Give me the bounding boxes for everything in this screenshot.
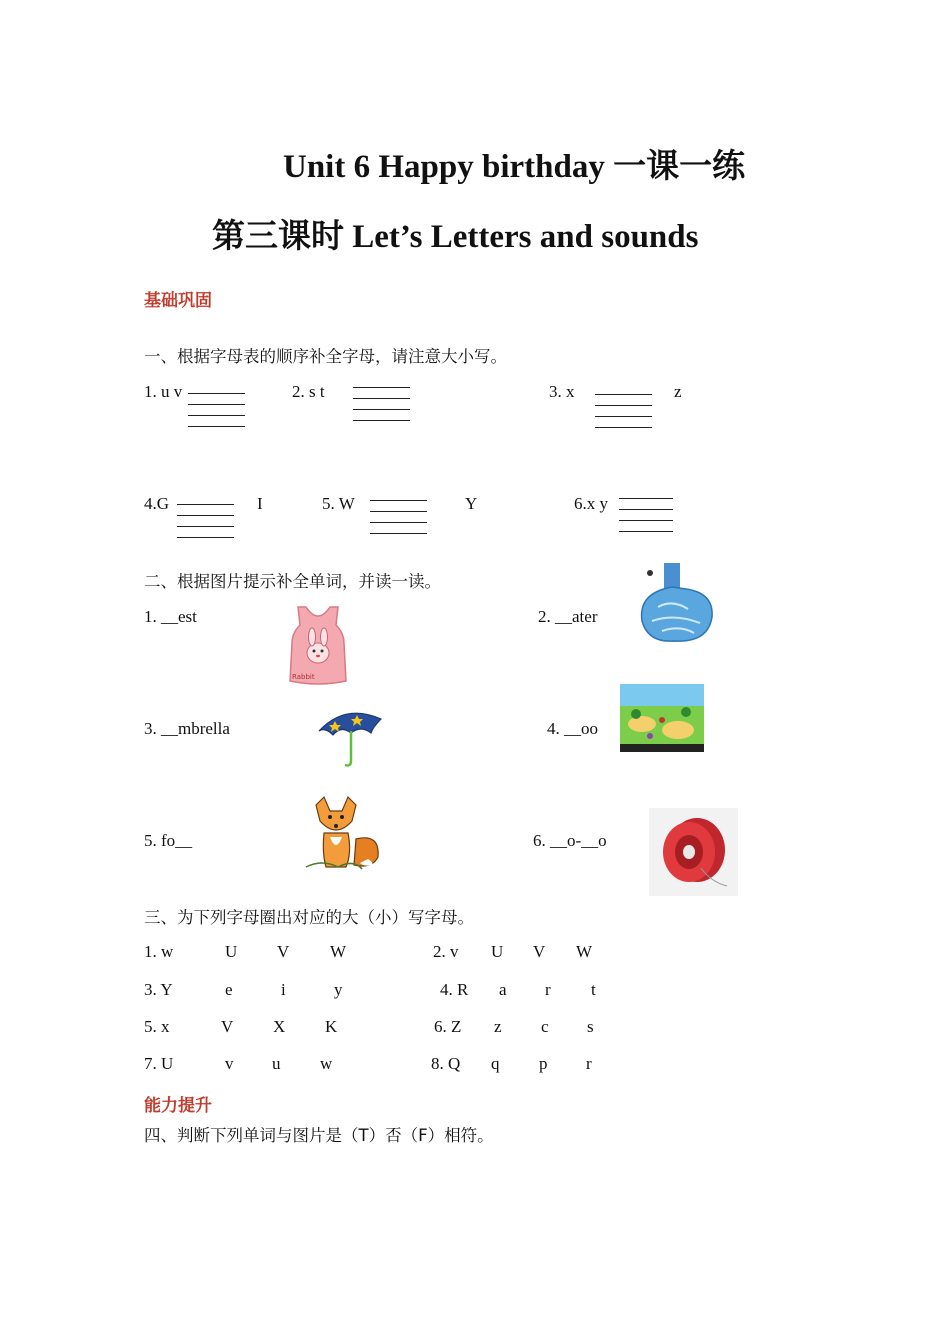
section-heading-basic: 基础巩固 [144,291,212,311]
answer-line [177,515,234,516]
vest-picture [286,603,350,687]
answer-line [177,526,234,527]
part3-option[interactable]: t [591,980,596,999]
part3-option[interactable]: V [221,1017,234,1036]
answer-line [188,404,245,405]
water-picture [628,563,720,645]
part3-option[interactable]: r [545,980,551,999]
answer-line [619,520,673,521]
part3-option[interactable]: V [277,942,290,961]
part2-item-1: 1. __est [144,607,197,626]
part1-item-3: 3. x [549,382,575,401]
zoo-picture [620,684,704,752]
part1-item-3-suffix: z [674,382,682,401]
part3-option[interactable]: K [325,1017,338,1036]
part3-option[interactable]: p [539,1054,548,1073]
part3-option[interactable]: r [586,1054,592,1073]
answer-line [595,405,652,406]
part4-instruction: 四、判断下列单词与图片是（T）否（F）相符。 [144,1126,494,1145]
part3-option[interactable]: a [499,980,507,999]
answer-line [595,427,652,428]
part3-option[interactable]: v [225,1054,234,1073]
answer-line [595,416,652,417]
answer-line [619,531,673,532]
part3-option[interactable]: W [330,942,347,961]
part1-item-1: 1. u v [144,382,183,401]
answer-line [370,533,427,534]
page-subtitle: 第三课时 Let’s Letters and sounds [212,219,699,255]
umbrella-picture [315,703,387,775]
part2-item-2: 2. __ater [538,607,598,626]
answer-line [370,500,427,501]
part3-question-7: 7. U [144,1054,174,1073]
part3-question-4: 4. R [440,980,469,999]
answer-line [188,393,245,394]
part3-option[interactable]: W [576,942,593,961]
part2-item-5: 5. fo__ [144,831,193,850]
answer-line [370,522,427,523]
part3-option[interactable]: c [541,1017,549,1036]
answer-line [619,498,673,499]
part2-item-6: 6. __o-__o [533,831,607,850]
answer-line [353,398,410,399]
part3-question-6: 6. Z [434,1017,462,1036]
part3-option[interactable]: U [491,942,504,961]
part1-item-5: 5. W [322,494,355,513]
part1-item-6: 6.x y [574,494,608,513]
svg-text:Rabbit: Rabbit [292,673,315,681]
part3-question-2: 2. v [433,942,459,961]
part3-option[interactable]: U [225,942,238,961]
part2-instruction: 二、根据图片提示补全单词，并读一读。 [144,572,441,591]
answer-line [353,420,410,421]
part3-question-8: 8. Q [431,1054,461,1073]
part2-item-4: 4. __oo [547,719,598,738]
part3-option[interactable]: s [587,1017,594,1036]
answer-line [595,394,652,395]
part1-item-4: 4.G [144,494,170,513]
part3-instruction: 三、为下列字母圈出对应的大（小）写字母。 [144,908,474,927]
fox-picture [302,793,382,871]
part3-option[interactable]: z [494,1017,502,1036]
part3-option[interactable]: X [273,1017,286,1036]
part3-question-5: 5. x [144,1017,170,1036]
part3-option[interactable]: q [491,1054,500,1073]
section-heading-ability: 能力提升 [144,1096,212,1116]
part3-question-1: 1. w [144,942,174,961]
answer-line [177,504,234,505]
yoyo-picture [649,808,738,896]
answer-line [188,426,245,427]
part3-option[interactable]: y [334,980,343,999]
part3-option[interactable]: w [320,1054,333,1073]
answer-line [177,537,234,538]
answer-line [353,409,410,410]
part3-option[interactable]: u [272,1054,281,1073]
answer-line [370,511,427,512]
part1-item-4-suffix: I [257,494,263,513]
page-title: Unit 6 Happy birthday 一课一练 [283,149,746,185]
part3-option[interactable]: e [225,980,233,999]
part3-question-3: 3. Y [144,980,173,999]
part1-item-5-suffix: Y [465,494,478,513]
answer-line [619,509,673,510]
part1-instruction: 一、根据字母表的顺序补全字母，请注意大小写。 [144,347,507,366]
part3-option[interactable]: V [533,942,546,961]
answer-line [353,387,410,388]
part2-item-3: 3. __mbrella [144,719,230,738]
part3-option[interactable]: i [281,980,286,999]
answer-line [188,415,245,416]
part1-item-2: 2. s t [292,382,325,401]
